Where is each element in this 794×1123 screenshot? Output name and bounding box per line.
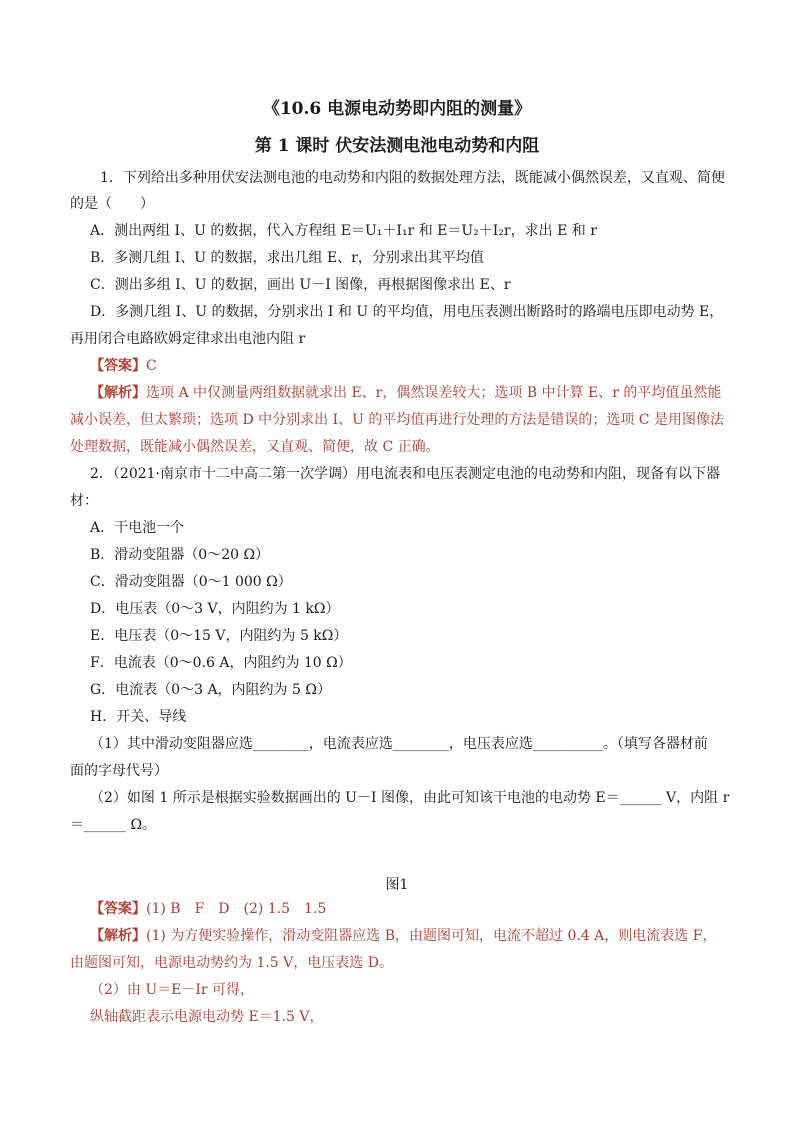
equipment-g: G．电流表（0～3 A，内阻约为 5 Ω） [90,682,331,698]
question-1-option-d: D．多测几组 I、U 的数据，分别求出 I 和 U 的平均值，用电压表测出断路时的路端电压即电动势 E， [90,304,724,320]
explanation-text: 选项 A 中仅测量两组数据就求出 E、r，偶然误差较大；选项 B 中计算 E、r 的平均值虽然能 [146,385,722,401]
question-1-option-b: B．多测几组 I、U 的数据，求出几组 E、r，分别求出其平均值 [90,250,484,266]
answer-1 [90,356,157,376]
document-title: 《10.6 电源电动势即内阻的测量》 [262,99,532,119]
explanation-2-cont-3: 纵轴截距表示电源电动势 E＝1.5 V， [90,1009,324,1025]
question-1-option-c: C．测出多组 I、U 的数据，画出 U－I 图像，再根据图像求出 E、r [90,277,511,293]
equipment-b: B．滑动变阻器（0～20 Ω） [90,547,270,563]
equipment-e: E．电压表（0～15 V，内阻约为 5 kΩ） [90,628,348,644]
equipment-h: H．开关、导线 [90,709,187,725]
question-1-option-a: A．测出两组 I、U 的数据，代入方程组 E＝U₁＋I₁r 和 E＝U₂＋I₂r，求出 E 和 r [90,223,597,239]
answer-2 [90,899,326,919]
sub-question-1: （1）其中滑动变阻器应选________，电流表应选________，电压表应选__________。（填写各器材前 [90,736,708,752]
sub-question-2: （2）如图 1 所示是根据实验数据画出的 U－I 图像，由此可知该干电池的电动势 E＝______ V，内阻 r [90,790,730,806]
equipment-d: D．电压表（0～3 V，内阻约为 1 kΩ） [90,601,340,617]
answer-value: C [146,358,157,374]
explanation-1 [90,383,721,403]
sub-question-1-cont: 面的字母代号） [70,763,168,779]
equipment-a: A．干电池一个 [90,520,185,536]
explanation-text: (1) 为方便实验操作，滑动变阻器应选 B，由题图可知，电流不超过 0.4 A，则电流表选 F， [146,928,717,944]
document-subtitle: 第 1 课时 伏安法测电池电动势和内阻 [254,136,540,156]
equipment-f: F．电流表（0～0.6 A，内阻约为 10 Ω） [90,655,352,671]
explanation-2-cont-1: 由题图可知，电源电动势约为 1.5 V，电压表选 D。 [70,955,393,971]
question-2-stem: 2．（2021·南京市十二中高二第一次学调）用电流表和电压表测定电池的电动势和内阻，现备有以下器 [90,466,720,482]
explanation-2 [90,926,716,946]
equipment-c: C．滑动变阻器（0～1 000 Ω） [90,574,292,590]
explanation-tag: 【解析】 [90,385,146,401]
answer-value: (1) B F D (2) 1.5 1.5 [146,901,327,917]
explanation-1-cont-1: 减小误差，但太繁琐；选项 D 中分别求出 I、U 的平均值再进行处理的方法是错误的；选项 C 是用图像法 [70,412,724,428]
answer-tag: 【答案】 [90,901,146,917]
sub-question-2-cont: ＝______ Ω。 [70,817,157,833]
question-1-option-d-cont: 再用闭合电路欧姆定律求出电池内阻 r [70,331,306,347]
explanation-2-cont-2: （2）由 U＝E－Ir 可得， [90,982,255,998]
explanation-1-cont-2: 处理数据，既能减小偶然误差，又直观、简便，故 C 正确。 [70,439,440,455]
figure-caption: 图1 [385,877,409,893]
question-1-stem: 1．下列给出多种用伏安法测电池的电动势和内阻的数据处理方法，既能减小偶然误差，又直观、简便 [100,170,725,186]
explanation-tag: 【解析】 [90,928,146,944]
question-2-stem-cont: 材： [70,493,98,509]
answer-tag: 【答案】 [90,358,146,374]
question-1-stem-cont: 的是（ ） [70,196,154,212]
